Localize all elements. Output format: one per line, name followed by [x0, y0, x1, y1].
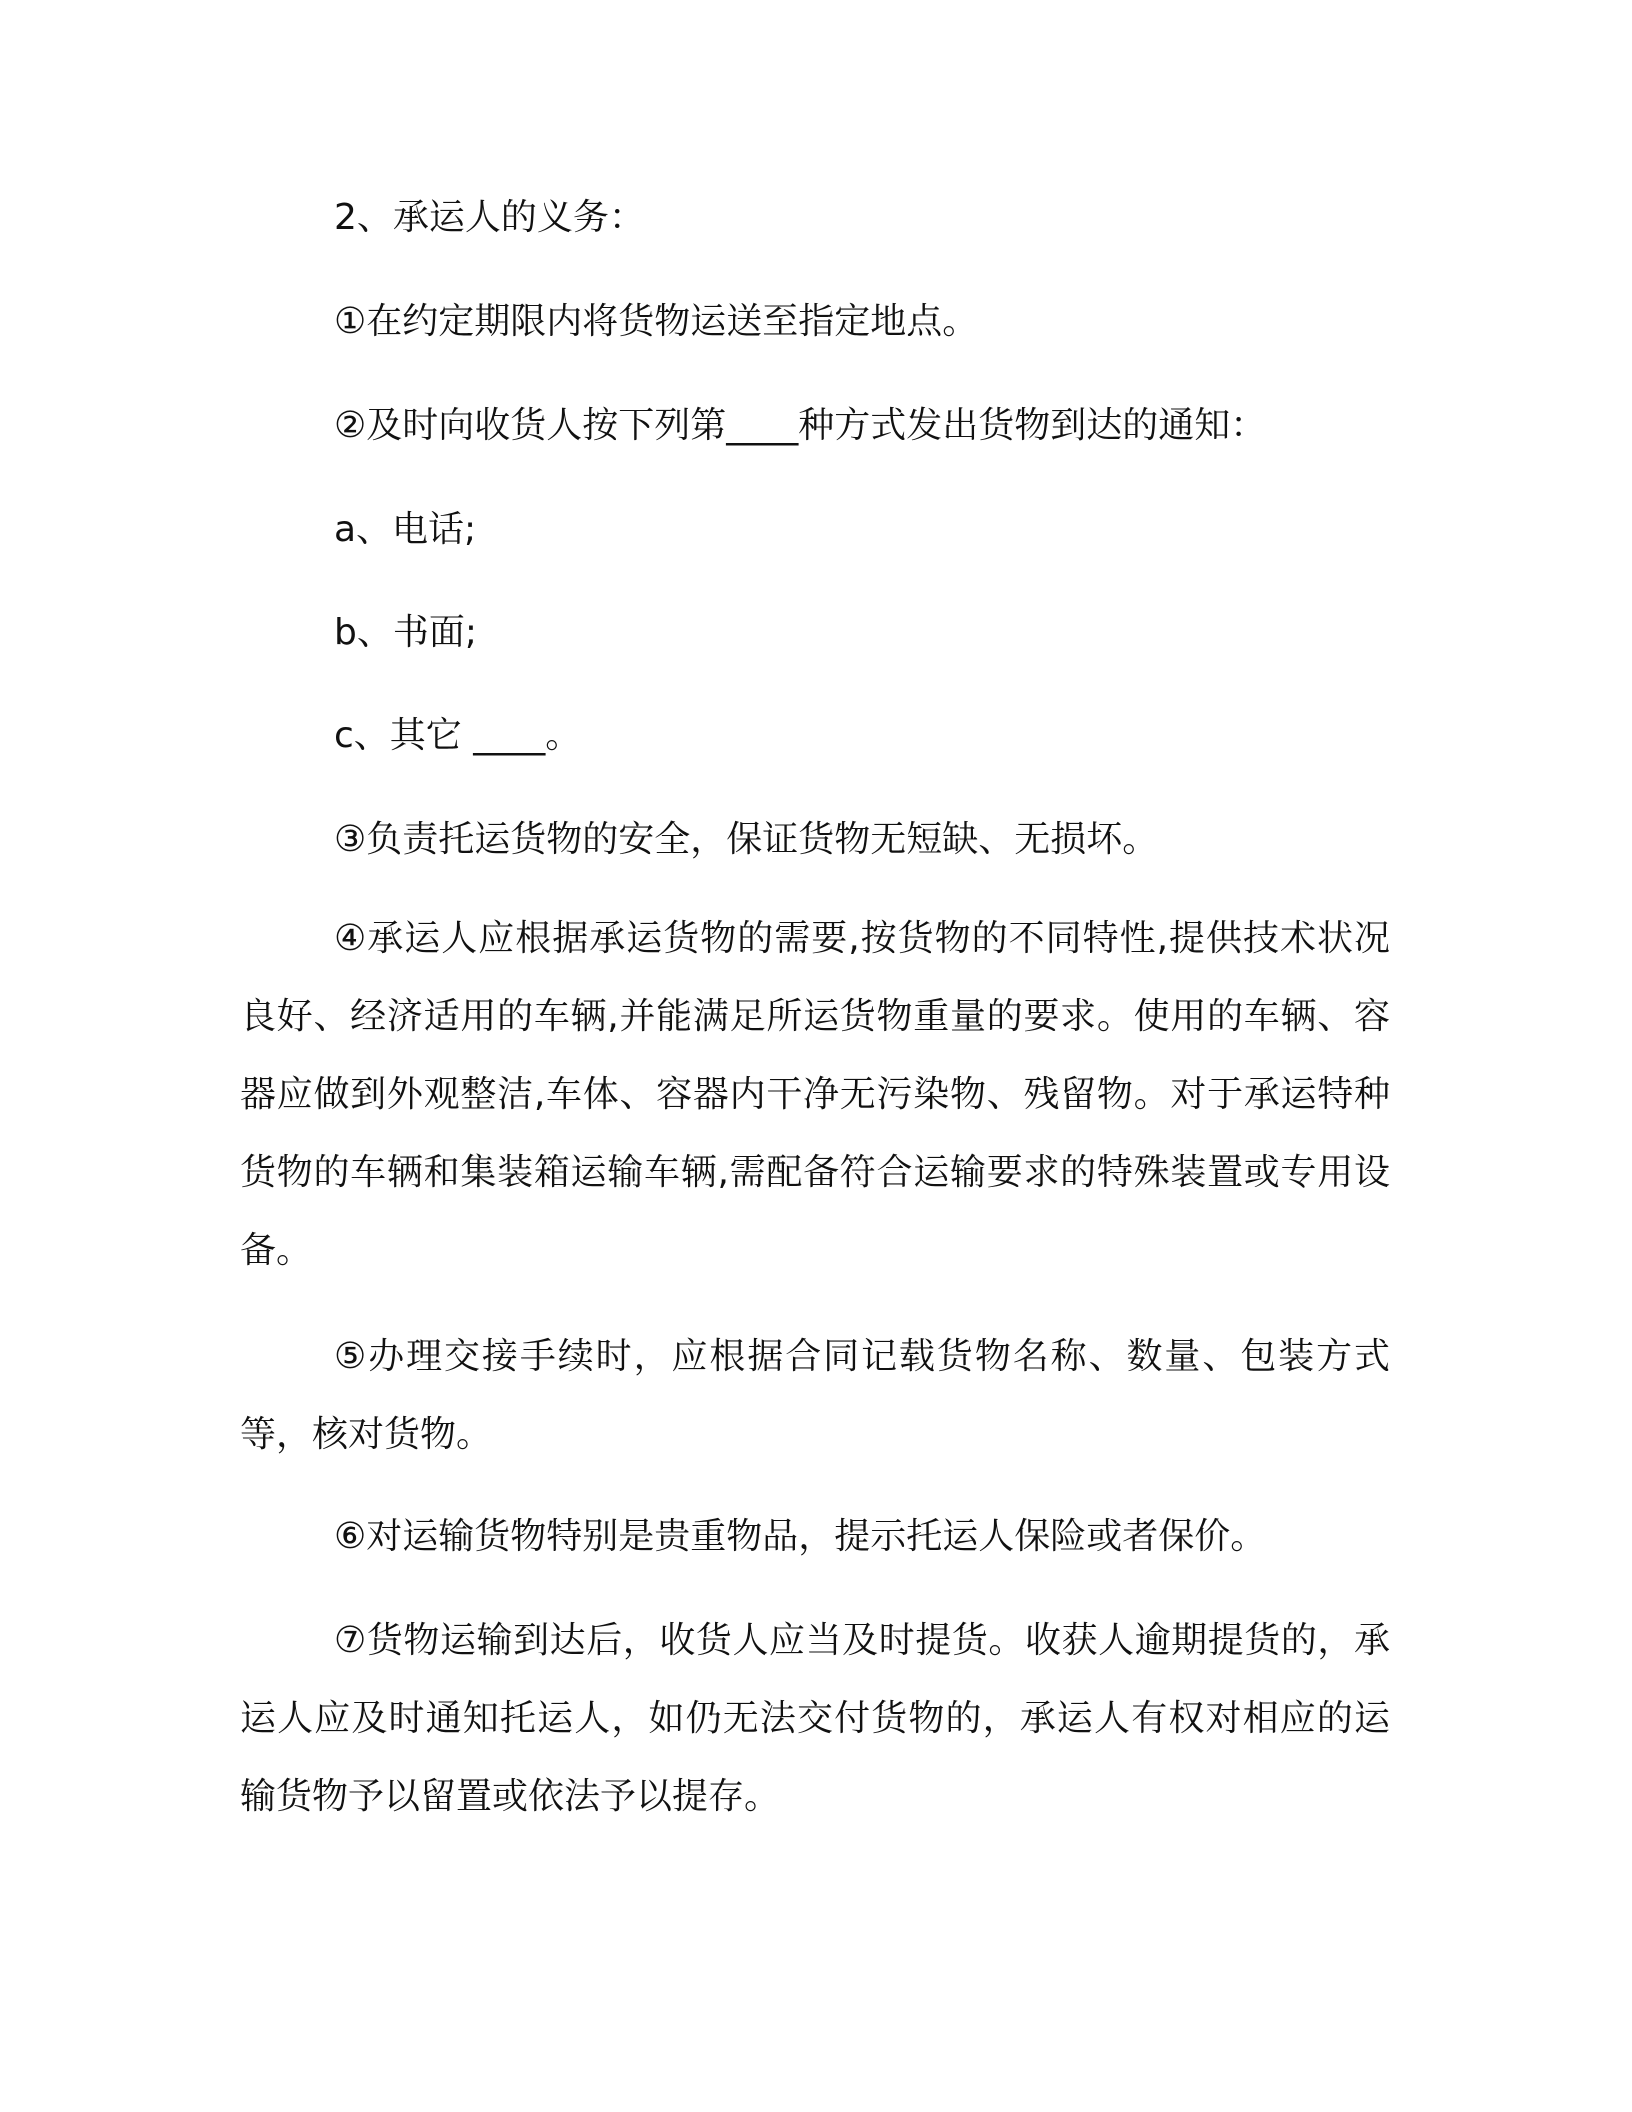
notice-option-c: c、其它 ____。 [334, 715, 582, 756]
obligation-item-7: ⑦货物运输到达后，收货人应当及时提货。收获人逾期提货的，承运人应及时通知托运人，如仍无法交付货物的，承运人有权对相应的运输货物予以留置或依法予以提存。 [240, 1620, 1390, 1817]
section-heading: 2、承运人的义务： [334, 197, 645, 238]
obligation-item-1: ①在约定期限内将货物运送至指定地点。 [334, 301, 979, 342]
obligation-item-5: ⑤办理交接手续时，应根据合同记载货物名称、数量、包装方式等，核对货物。 [240, 1336, 1390, 1455]
obligation-item-6: ⑥对运输货物特别是贵重物品，提示托运人保险或者保价。 [334, 1516, 1267, 1557]
notice-option-a: a、电话; [334, 509, 477, 550]
obligation-item-2: ②及时向收货人按下列第____种方式发出货物到达的通知： [334, 405, 1267, 446]
notice-option-b: b、书面; [334, 612, 477, 653]
obligation-item-3: ③负责托运货物的安全，保证货物无短缺、无损坏。 [334, 819, 1159, 860]
obligation-item-4: ④承运人应根据承运货物的需要,按货物的不同特性,提供技术状况良好、经济适用的车辆,并能满足所运货物重量的要求。使用的车辆、容器应做到外观整洁,车体、容器内干净无污染物、残留物。对于承运特种货物的车辆和集装箱运输车辆,需配备符合运输要求的特殊装置或专用设备。 [240, 918, 1390, 1271]
